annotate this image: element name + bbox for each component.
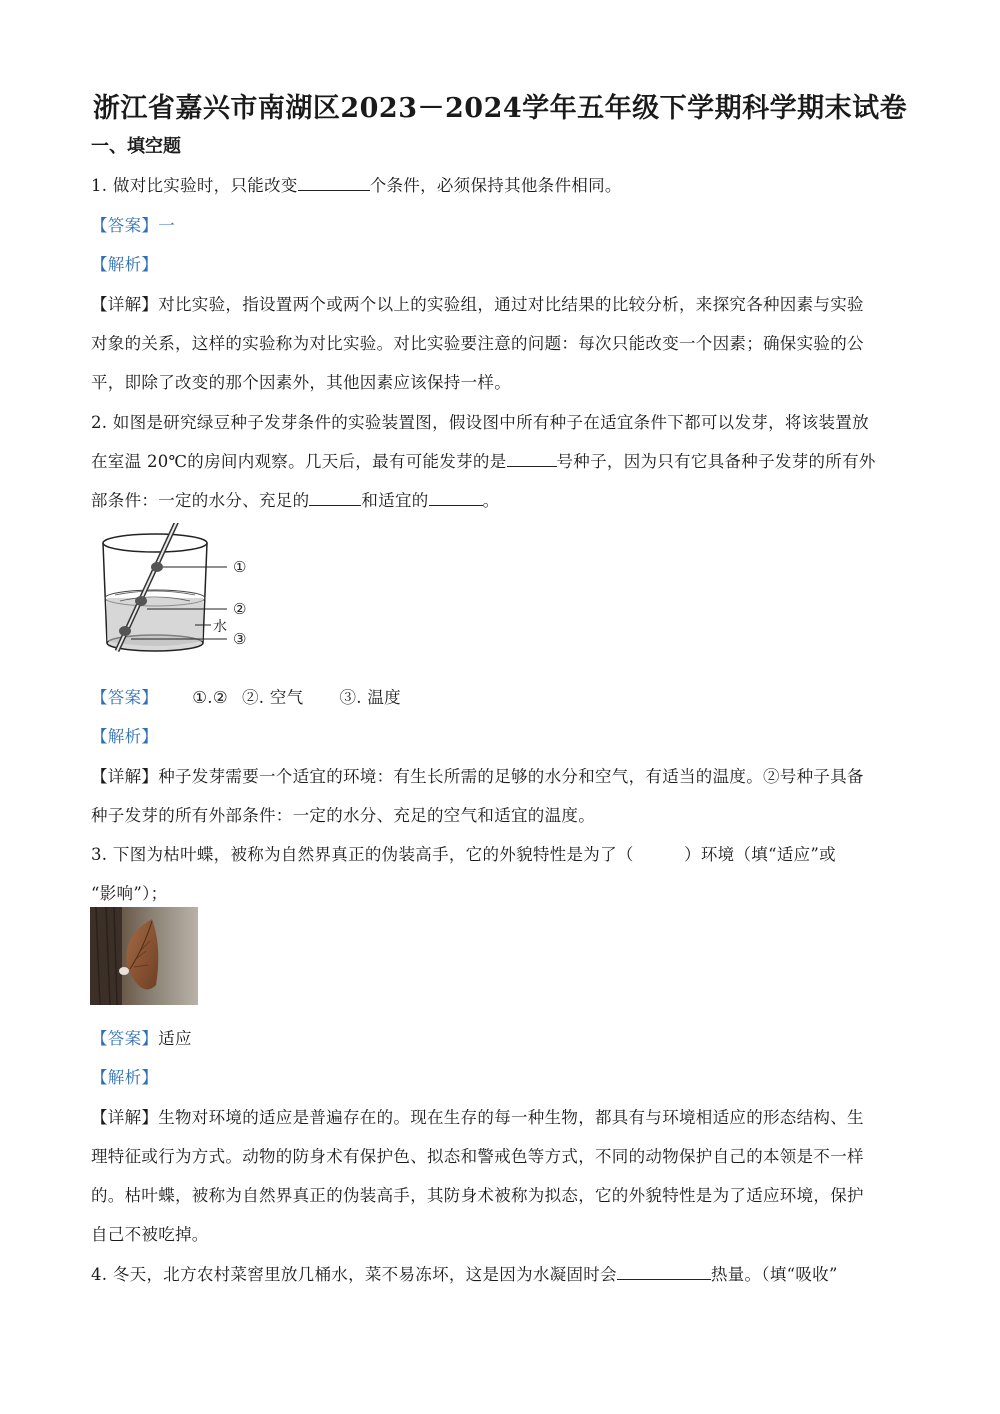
q1-stem [91,172,921,196]
q3-answer-value: 适应 [158,1029,192,1048]
q2-analysis-label: 【解析】 [91,727,159,746]
q2-stem-3 [91,487,921,511]
q2-stem-2 [91,448,921,472]
figure-label-three: ③ [233,630,247,648]
q3-analysis-label: 【解析】 [91,1068,159,1087]
q2-detail-1: 【详解】种子发芽需要一个适宜的环境：有生长所需的足够的水分和空气，有适当的温度。②号种子具备 [91,767,864,786]
q2-stem-1: 2. 如图是研究绿豆种子发芽条件的实验装置图，假设图中所有种子在适宜条件下都可以发芽，将该装置放 [91,413,869,432]
q2-stem-2a: 在室温 20℃的房间内观察。几天后，最有可能发芽的是 [91,452,507,471]
figure-label-water: 水 [213,619,227,635]
q1-detail-3: 平，即除了改变的那个因素外，其他因素应该保持一样。 [91,373,511,392]
q3-stem-2: “影响”）； [91,884,168,903]
q1-analysis-label: 【解析】 [91,255,159,274]
q3-answer [91,1025,921,1049]
q2-stem-3b: 和适宜的 [361,491,429,510]
q2-stem-3c: 。 [482,491,500,510]
q1-stem-part-b: 个条件，必须保持其他条件相同。 [369,176,622,195]
q2-stem-3a: 部条件：一定的水分、充足的 [91,491,310,510]
q1-blank [298,176,370,191]
page-title: 浙江省嘉兴市南湖区2023－2024学年五年级下学期科学期末试卷 [92,93,908,124]
q3-detail-3: 的。枯叶蝶，被称为自然界真正的伪装高手，其防身术被称为拟态，它的外貌特性是为了适应环境，保护 [91,1186,864,1205]
q3-stem-1: 3. 下图为枯叶蝶，被称为自然界真正的伪装高手，它的外貌特性是为了（ ）环境（填“适应”或 [91,845,836,864]
q2-detail-2: 种子发芽的所有外部条件：一定的水分、充足的空气和适宜的温度。 [91,806,595,825]
q2-answer [91,684,921,708]
q2-answer-3: ③. 温度 [339,688,401,707]
q3-detail-2: 理特征或行为方式。动物的防身术有保护色、拟态和警戒色等方式，不同的动物保护自己的本领是不一样 [91,1147,864,1166]
q2-answer-1b: ② [212,688,228,707]
q4-stem-part-a: 4. 冬天，北方农村菜窖里放几桶水，菜不易冻坏，这是因为水凝固时会 [91,1265,617,1284]
q1-detail-2: 对象的关系，这样的实验称为对比实验。对比实验要注意的问题：每次只能改变一个因素；确保实验的公 [91,334,864,353]
q1-answer-value: 一 [158,216,176,235]
section-heading: 一、填空题 [91,136,181,157]
answer-label: 【答案】 [91,688,159,707]
q2-stem-2b: 号种子，因为只有它具备种子发芽的所有外 [556,452,876,471]
q2-answer-1a: ①. [192,688,213,707]
leaf-butterfly-photo [90,907,198,1005]
q2-blank-2 [309,491,361,506]
figure-label-two: ② [233,600,247,618]
q2-blank-1 [507,452,557,467]
seed-germination-figure [95,523,265,663]
q2-blank-3 [429,491,483,506]
answer-label: 【答案】 [91,216,159,235]
q3-detail-4: 自己不被吃掉。 [91,1225,209,1244]
q1-answer [91,212,921,236]
q3-detail-1: 【详解】生物对环境的适应是普遍存在的。现在生存的每一种生物，都具有与环境相适应的形态结构、生 [91,1108,864,1127]
q2-answer-2: ②. 空气 [241,688,304,707]
q1-detail-1: 【详解】对比实验，指设置两个或两个以上的实验组，通过对比结果的比较分析，来探究各种因素与实验 [91,295,864,314]
answer-label: 【答案】 [91,1029,159,1048]
q4-stem [91,1261,921,1285]
figure-label-one: ① [233,558,247,576]
q4-blank [617,1265,711,1280]
q4-stem-part-b: 热量。（填“吸收” [710,1265,838,1284]
q1-stem-part-a: 1. 做对比实验时，只能改变 [91,176,298,195]
